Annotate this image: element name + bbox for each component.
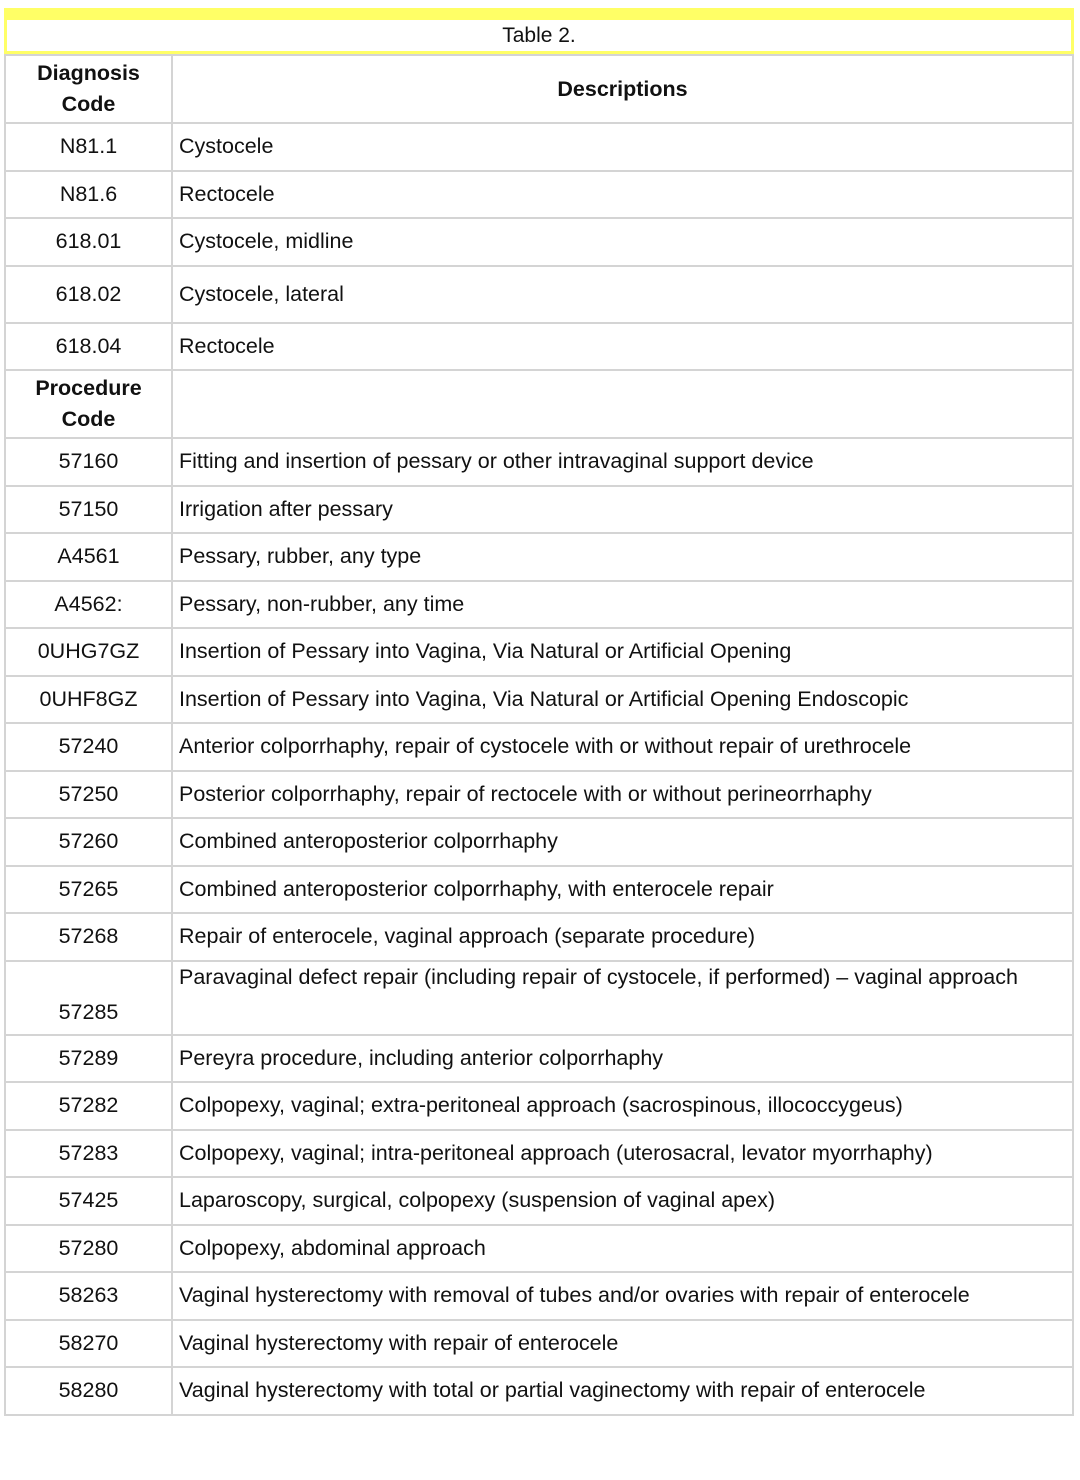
table-row <box>5 1035 1073 1083</box>
diagnosis-code-cell: N81.1 <box>5 123 172 171</box>
table-row <box>5 818 1073 866</box>
description-cell: Vaginal hysterectomy with removal of tubes and/or ovaries with repair of enterocele <box>172 1272 1073 1320</box>
table-row <box>5 266 1073 323</box>
diagnosis-code-cell: 618.01 <box>5 218 172 266</box>
procedure-code-cell: A4561 <box>5 533 172 581</box>
description-cell: Rectocele <box>172 323 1073 371</box>
description-cell: Combined anteroposterior colporrhaphy, with enterocele repair <box>172 866 1073 914</box>
description-cell: Colpopexy, vaginal; intra-peritoneal approach (uterosacral, levator myorrhaphy) <box>172 1130 1073 1178</box>
procedure-description-header <box>172 370 1073 438</box>
table-title: Table 2. <box>4 8 1074 54</box>
procedure-code-cell: 57283 <box>5 1130 172 1178</box>
descriptions-header: Descriptions <box>172 55 1073 123</box>
table-row <box>5 323 1073 371</box>
description-cell: Pessary, non-rubber, any time <box>172 581 1073 629</box>
procedure-code-cell: 58263 <box>5 1272 172 1320</box>
description-cell: Laparoscopy, surgical, colpopexy (suspension of vaginal apex) <box>172 1177 1073 1225</box>
table-row <box>5 486 1073 534</box>
procedure-code-cell: 0UHF8GZ <box>5 676 172 724</box>
table-row <box>5 866 1073 914</box>
description-cell: Insertion of Pessary into Vagina, Via Natural or Artificial Opening Endoscopic <box>172 676 1073 724</box>
description-cell: Insertion of Pessary into Vagina, Via Natural or Artificial Opening <box>172 628 1073 676</box>
table-row <box>5 1130 1073 1178</box>
description-cell: Irrigation after pessary <box>172 486 1073 534</box>
description-cell: Colpopexy, vaginal; extra-peritoneal approach (sacrospinous, illococcygeus) <box>172 1082 1073 1130</box>
procedure-code-cell: 57260 <box>5 818 172 866</box>
procedure-code-cell: 57265 <box>5 866 172 914</box>
table-row <box>5 676 1073 724</box>
table-row <box>5 628 1073 676</box>
code-table-container <box>4 8 1074 1416</box>
procedure-code-cell: 57289 <box>5 1035 172 1083</box>
procedure-code-cell: A4562: <box>5 581 172 629</box>
table-row <box>5 961 1073 1035</box>
table-row <box>5 771 1073 819</box>
procedure-header-row <box>5 370 1073 438</box>
diagnosis-code-header: Diagnosis Code <box>5 55 172 123</box>
procedure-code-cell: 0UHG7GZ <box>5 628 172 676</box>
table-row <box>5 1367 1073 1415</box>
description-cell: Fitting and insertion of pessary or other intravaginal support device <box>172 438 1073 486</box>
procedure-code-cell: 57240 <box>5 723 172 771</box>
description-cell: Rectocele <box>172 171 1073 219</box>
table-row <box>5 581 1073 629</box>
table-row <box>5 171 1073 219</box>
procedure-code-cell: 57282 <box>5 1082 172 1130</box>
table-row <box>5 1320 1073 1368</box>
procedure-code-cell: 57250 <box>5 771 172 819</box>
description-cell: Posterior colporrhaphy, repair of rectocele with or without perineorrhaphy <box>172 771 1073 819</box>
diagnosis-code-cell: 618.04 <box>5 323 172 371</box>
description-cell: Paravaginal defect repair (including repair of cystocele, if performed) – vaginal approach <box>172 961 1073 1035</box>
procedure-code-cell: 58280 <box>5 1367 172 1415</box>
description-cell: Pereyra procedure, including anterior colporrhaphy <box>172 1035 1073 1083</box>
diagnosis-code-cell: N81.6 <box>5 171 172 219</box>
procedure-code-cell: 57285 <box>5 961 172 1035</box>
description-cell: Cystocele <box>172 123 1073 171</box>
procedure-code-cell: 57425 <box>5 1177 172 1225</box>
description-cell: Colpopexy, abdominal approach <box>172 1225 1073 1273</box>
table-row <box>5 533 1073 581</box>
description-cell: Vaginal hysterectomy with total or partial vaginectomy with repair of enterocele <box>172 1367 1073 1415</box>
procedure-code-cell: 57268 <box>5 913 172 961</box>
table-row <box>5 218 1073 266</box>
code-table <box>4 54 1074 1416</box>
diagnosis-header-row <box>5 55 1073 123</box>
description-cell: Cystocele, lateral <box>172 266 1073 323</box>
description-cell: Pessary, rubber, any type <box>172 533 1073 581</box>
procedure-code-cell: 58270 <box>5 1320 172 1368</box>
description-cell: Vaginal hysterectomy with repair of enterocele <box>172 1320 1073 1368</box>
procedure-code-cell: 57150 <box>5 486 172 534</box>
table-row <box>5 438 1073 486</box>
description-cell: Combined anteroposterior colporrhaphy <box>172 818 1073 866</box>
table-row <box>5 1272 1073 1320</box>
table-row <box>5 723 1073 771</box>
procedure-code-header: Procedure Code <box>5 370 172 438</box>
table-row <box>5 123 1073 171</box>
description-cell: Cystocele, midline <box>172 218 1073 266</box>
table-row <box>5 1177 1073 1225</box>
table-row <box>5 913 1073 961</box>
table-row <box>5 1225 1073 1273</box>
description-cell: Anterior colporrhaphy, repair of cystocele with or without repair of urethrocele <box>172 723 1073 771</box>
procedure-code-cell: 57280 <box>5 1225 172 1273</box>
table-row <box>5 1082 1073 1130</box>
diagnosis-code-cell: 618.02 <box>5 266 172 323</box>
procedure-code-cell: 57160 <box>5 438 172 486</box>
description-cell: Repair of enterocele, vaginal approach (separate procedure) <box>172 913 1073 961</box>
